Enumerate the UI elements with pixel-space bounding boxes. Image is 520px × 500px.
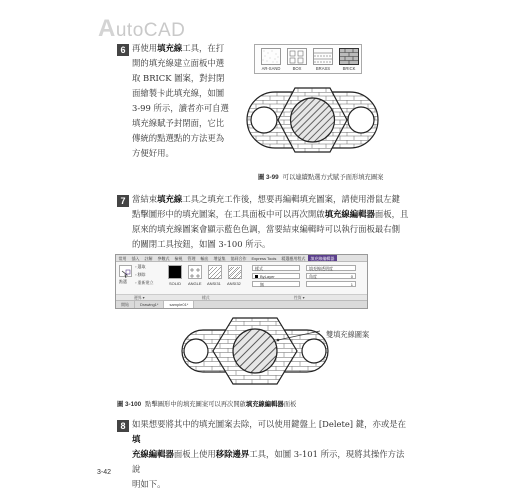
ribbon-swatch-ansi31[interactable] xyxy=(208,265,222,279)
pick-points-label: 點選 xyxy=(119,279,127,284)
pattern-label: BRASS xyxy=(315,66,331,71)
ribbon-tab-hatch-editor[interactable]: 填充線編輯器 xyxy=(308,255,337,261)
doc-tab-sample01[interactable]: sample01* xyxy=(164,301,194,308)
step-7-marker: 7 xyxy=(117,195,129,207)
step-6-marker: 6 xyxy=(117,44,129,56)
remove-icon: ▫ xyxy=(135,272,137,277)
ribbon-swatch-solid[interactable] xyxy=(168,265,182,279)
ribbon-tab[interactable]: Express Tools xyxy=(251,256,277,261)
step-8-line: 如果想要將其中的填充圖案去除，可以使用鍵盤上 [Delete] 鍵，亦或是在填 xyxy=(132,419,406,444)
doc-tab-drawing1[interactable]: Drawing1* xyxy=(135,301,164,308)
step-6-line: 方便好用。 xyxy=(132,148,174,158)
pick-points-button[interactable] xyxy=(119,265,132,277)
ribbon-swatch-label: SOLID xyxy=(169,281,182,286)
hatch-editor-ribbon xyxy=(115,254,368,309)
figure-3-100-caption: 圖 3-100 點擊圖形中的填充圖案可以再次開啟填充線編輯器面板 xyxy=(117,401,297,408)
figure-caption-text: 可以連續點選方式賦予面形填充圖案 xyxy=(282,174,384,181)
remove-boundary-button[interactable]: ▫ 移除 xyxy=(135,272,146,277)
ribbon-swatch-label: ANSI31 xyxy=(207,281,221,286)
hatch-pattern-panel xyxy=(254,44,362,74)
page-number: 3-42 xyxy=(97,469,112,476)
step-7-line: 當結束填充線工具之填充工作後，想要再編輯填充圖案，請使用滑鼠左鍵 xyxy=(132,194,400,204)
step-8-line: 明如下。 xyxy=(132,479,166,489)
recreate-icon: ▫ xyxy=(135,280,137,285)
pattern-label: BOX xyxy=(292,66,302,71)
logo-text: utoCAD xyxy=(115,20,186,41)
step-7-line: 原來的填充線圖案會顯示藍色色調，當要結束編輯時可以執行面板最右側 xyxy=(132,224,400,234)
step-8-text xyxy=(132,417,412,492)
ribbon-body xyxy=(116,262,367,294)
figure-3-99-drawing xyxy=(245,76,380,164)
ribbon-swatch-label: ANGLE xyxy=(188,281,202,286)
panel-label-pattern: 樣式 xyxy=(202,296,210,300)
step-6-line: 再使用填充線工具，在打 xyxy=(132,43,225,53)
figure-number: 圖 3-100 xyxy=(117,401,142,408)
pattern-label: BRICK xyxy=(342,66,356,71)
ribbon-swatch-ansi32[interactable] xyxy=(228,265,242,279)
step-7-line: 的關閉工具按鈕，如圖 3-100 所示。 xyxy=(132,239,271,249)
pattern-swatch-brick[interactable] xyxy=(339,48,359,65)
figure-3-100-drawing xyxy=(175,312,335,390)
select-boundary-button[interactable]: ▫ 選取 xyxy=(135,264,146,269)
angle-field[interactable]: 角度 0 xyxy=(306,273,356,279)
pattern-swatch-ar-sand[interactable] xyxy=(261,48,281,65)
ribbon-tab-bar xyxy=(116,255,367,262)
pattern-swatch-box[interactable] xyxy=(287,48,307,65)
panel-label-properties[interactable]: 性質 ▾ xyxy=(294,296,305,300)
pattern-swatch-brass[interactable] xyxy=(313,48,333,65)
background-color-dropdown[interactable]: 無 xyxy=(252,281,300,287)
step-7-text xyxy=(132,192,412,252)
pattern-label: AR-SAND xyxy=(261,66,281,71)
hatch-type-dropdown[interactable]: 樣式 xyxy=(252,265,300,271)
ribbon-tab[interactable]: 插入 xyxy=(131,256,140,261)
figure-3-99-caption xyxy=(258,172,383,181)
ribbon-swatch-label: ANSI32 xyxy=(227,281,241,286)
step-8-marker: 8 xyxy=(117,420,129,432)
scale-field[interactable]: 1 xyxy=(306,281,356,287)
step-6-line: 填充線賦予封閉面，它比 xyxy=(132,118,225,128)
step-6-line: 開的填充線建立面板中選 xyxy=(132,58,225,68)
ribbon-tab[interactable]: 輸出 xyxy=(200,256,209,261)
ribbon-tab[interactable]: 協同合作 xyxy=(230,256,247,261)
step-6-line: 3-99 所示，讀者亦可自選 xyxy=(132,103,229,113)
ribbon-tab[interactable]: 常用 xyxy=(118,256,127,261)
step-6-text xyxy=(132,41,250,161)
ribbon-tab[interactable]: 精選應用程式 xyxy=(281,256,306,261)
callout-label: 雙填充線圖案 xyxy=(326,330,370,339)
step-7-line: 點擊圖形中的填充圖案，在工具面板中可以再次開啟填充線編輯器面板，且 xyxy=(132,209,409,219)
figure-number: 圖 3-99 xyxy=(258,174,279,181)
document-tab-bar xyxy=(116,300,367,308)
color-chip xyxy=(255,275,258,278)
recreate-boundary-button[interactable]: ▫ 重新建立 xyxy=(135,280,154,285)
step-6-line: 面繪製卡此填充線，如圖 xyxy=(132,88,225,98)
ribbon-swatch-angle[interactable] xyxy=(188,265,202,279)
autocad-logo xyxy=(98,15,185,43)
hatch-color-dropdown[interactable]: ByLayer xyxy=(252,273,300,279)
doc-tab-start[interactable]: 開始 xyxy=(116,301,135,308)
logo-initial: A xyxy=(98,15,116,42)
step-8-line: 充線編輯器面板上使用移除邊界工具，如圖 3-101 所示，現將其操作方法說 xyxy=(132,449,405,474)
step-6-line: 取 BRICK 圖案，對封閉 xyxy=(132,73,225,83)
panel-label-boundaries[interactable]: 邊界 ▾ xyxy=(134,296,145,300)
ribbon-tab[interactable]: 檢視 xyxy=(174,256,183,261)
step-6-line: 傳統的點選點的方法更為 xyxy=(132,133,225,143)
ribbon-tab[interactable]: 增益集 xyxy=(213,256,226,261)
ribbon-tab[interactable]: 註解 xyxy=(144,256,153,261)
transparency-field[interactable]: 填充線透明度 xyxy=(306,265,356,271)
ribbon-tab[interactable]: 參數式 xyxy=(157,256,170,261)
ribbon-tab[interactable]: 管理 xyxy=(187,256,196,261)
select-icon: ▫ xyxy=(135,264,137,269)
